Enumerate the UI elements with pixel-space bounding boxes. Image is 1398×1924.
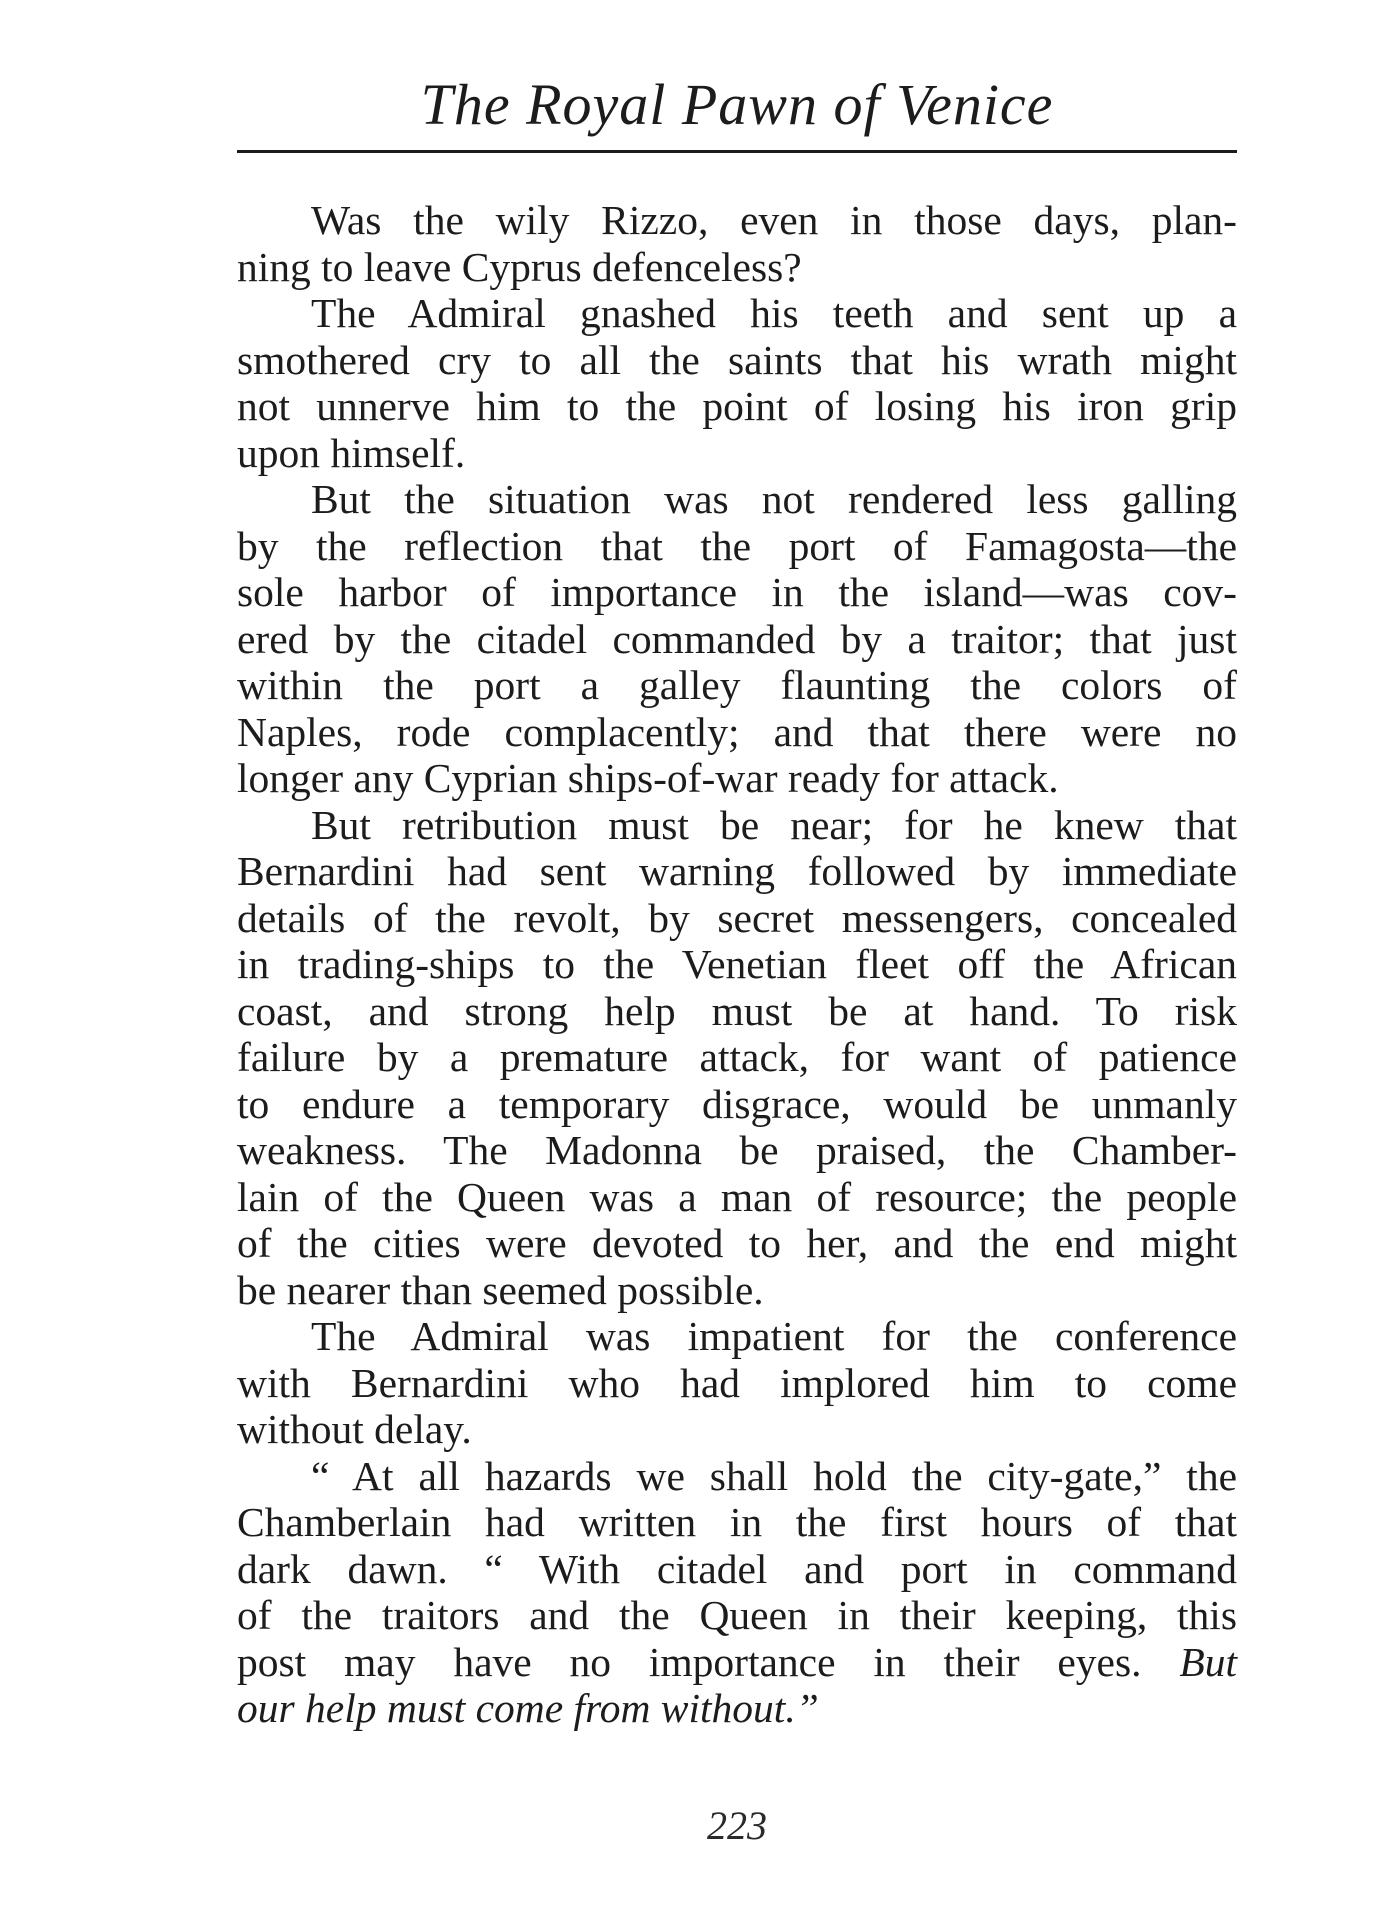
- line-text: without delay.: [237, 1406, 472, 1452]
- italic-word: But: [1179, 1638, 1238, 1685]
- line-text: of the cities were devoted to her, and the end might: [237, 1220, 1237, 1266]
- text-line: [237, 1313, 1237, 1360]
- text-line: [237, 1546, 1237, 1593]
- text-line: [237, 1685, 1237, 1732]
- text-line: [237, 1127, 1237, 1174]
- running-head: The Royal Pawn of Venice: [420, 72, 1054, 137]
- line-text: be nearer than seemed possible.: [237, 1266, 764, 1313]
- line-text: dark dawn. “ With citadel and port in command: [237, 1545, 1237, 1592]
- text-line: [237, 1220, 1237, 1267]
- text-line: [237, 616, 1237, 663]
- line-text: The Admiral was impatient for the conference: [311, 1313, 1237, 1359]
- line-text: by the reflection that the port of Famagosta—the: [237, 522, 1237, 569]
- text-line: [237, 848, 1237, 895]
- text-line: [237, 476, 1237, 523]
- text-line: [237, 1034, 1237, 1081]
- line-text: to endure a temporary disgrace, would be unmanly: [237, 1080, 1237, 1127]
- line-text: weakness. The Madonna be praised, the Chamber-: [237, 1127, 1237, 1173]
- line-text: Naples, rode complacently; and that there were no: [237, 708, 1237, 755]
- line-text: But the situation was not rendered less galling: [311, 476, 1237, 522]
- line-text: within the port a galley flaunting the colors of: [237, 662, 1237, 708]
- text-line: [237, 988, 1237, 1035]
- text-line: [237, 1592, 1237, 1639]
- line-text: upon himself.: [237, 429, 466, 476]
- text-line: [237, 523, 1237, 570]
- line-text: ered by the citadel commanded by a traitor; that just: [237, 615, 1237, 662]
- line-text: with Bernardini who had implored him to come: [237, 1359, 1237, 1406]
- line-text: failure by a premature attack, for want of patience: [237, 1034, 1237, 1080]
- page-number: 223: [707, 1803, 767, 1848]
- text-line: [237, 337, 1237, 384]
- line-text: The Admiral gnashed his teeth and sent up a: [311, 290, 1237, 336]
- line-text: Bernardini had sent warning followed by immediate: [237, 848, 1237, 894]
- line-text: But retribution must be near; for he knew that: [311, 801, 1237, 848]
- body-text: [237, 197, 1237, 1732]
- line-text: lain of the Queen was a man of resource; the people: [237, 1173, 1237, 1220]
- line-text: of the traitors and the Queen in their keeping, this: [237, 1592, 1237, 1638]
- line-text: in trading-ships to the Venetian fleet off the African: [237, 941, 1237, 987]
- line-text: coast, and strong help must be at hand. To risk: [237, 987, 1237, 1034]
- text-line: [237, 290, 1237, 337]
- line-text: Chamberlain had written in the first hours of that: [237, 1499, 1237, 1545]
- line-text: ning to leave Cyprus defenceless?: [237, 243, 802, 290]
- line-text: post may have no importance in their eyes.: [237, 1638, 1142, 1685]
- text-line: [237, 1406, 1237, 1453]
- text-line: [237, 895, 1237, 942]
- text-line: [237, 941, 1237, 988]
- line-text: smothered cry to all the saints that his wrath might: [237, 336, 1237, 383]
- text-line: [237, 244, 1237, 291]
- line-text: Was the wily Rizzo, even in those days, plan-: [311, 197, 1237, 243]
- text-line: [237, 1499, 1237, 1546]
- text-line: [237, 1081, 1237, 1128]
- text-line: [237, 1453, 1237, 1500]
- text-line: [237, 1360, 1237, 1407]
- text-line: [237, 383, 1237, 430]
- text-line: [237, 569, 1237, 616]
- text-line: [237, 709, 1237, 756]
- text-line: [237, 662, 1237, 709]
- header-rule: [237, 150, 1237, 153]
- line-text: sole harbor of importance in the island—was cov-: [237, 569, 1237, 615]
- line-text: our help must come from without.”: [237, 1685, 819, 1731]
- line-text: longer any Cyprian ships-of-war ready for attack.: [237, 755, 1059, 801]
- text-line: [237, 1267, 1237, 1314]
- line-text: not unnerve him to the point of losing his iron grip: [237, 383, 1237, 429]
- text-line: [237, 197, 1237, 244]
- text-line: [237, 430, 1237, 477]
- line-text: details of the revolt, by secret messengers, concealed: [237, 894, 1237, 941]
- text-line: [237, 802, 1237, 849]
- line-text: “ At all hazards we shall hold the city-gate,” the: [311, 1452, 1237, 1499]
- text-line: [237, 1639, 1237, 1686]
- text-line: [237, 1174, 1237, 1221]
- text-line: [237, 755, 1237, 802]
